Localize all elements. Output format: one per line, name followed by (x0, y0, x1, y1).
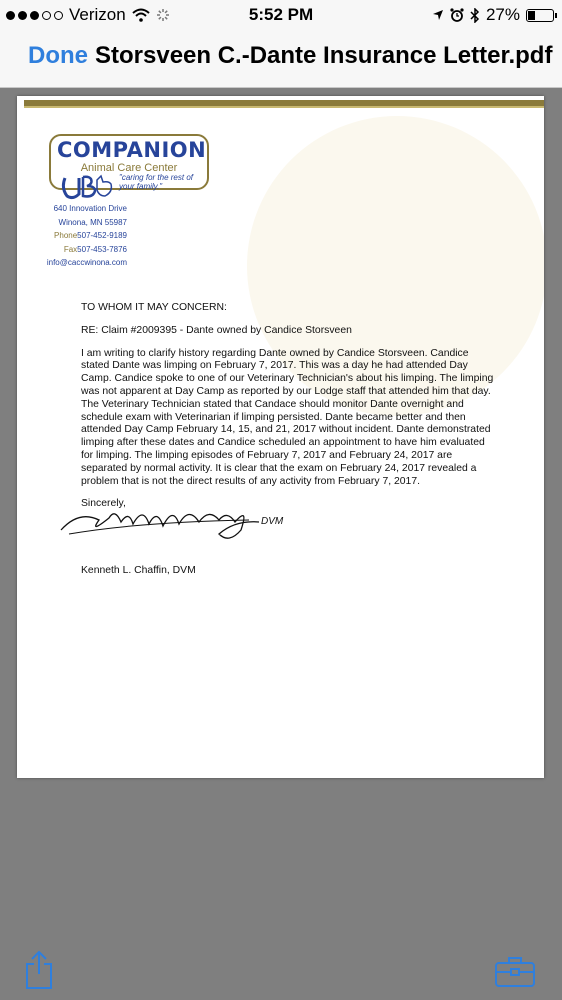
status-time: 5:52 PM (248, 5, 314, 24)
toolbox-icon[interactable] (494, 954, 536, 988)
letter-salutation: TO WHOM IT MAY CONCERN: (81, 302, 227, 313)
status-bar (0, 0, 562, 30)
fax-number: 507-453-7876 (77, 244, 127, 254)
signature-suffix: DVM (261, 516, 284, 527)
document-title: Storsveen C.-Dante Insurance Letter.pdf (95, 42, 553, 69)
navigation-bar (0, 30, 562, 88)
alarm-clock-icon (450, 8, 464, 22)
address-street: 640 Innovation Drive (53, 204, 127, 213)
logo-brand: COMPANION (57, 138, 207, 162)
bluetooth-icon (470, 8, 480, 23)
address-fax (17, 243, 127, 257)
done-button[interactable]: Done (28, 42, 88, 69)
share-icon[interactable] (24, 950, 54, 990)
battery-icon (526, 9, 554, 22)
address-email: info@caccwinona.com (46, 258, 127, 267)
handwritten-signature (59, 500, 289, 546)
carrier-name: Verizon (69, 5, 126, 24)
phone-label: Phone (54, 231, 78, 240)
letter-signer: Kenneth L. Chaffin, DVM (81, 565, 196, 577)
logo-subtitle: Animal Care Center (80, 162, 178, 174)
phone-number: 507-452-9189 (77, 231, 127, 240)
battery-percent: 27% (485, 5, 520, 24)
address-phone (17, 229, 127, 243)
letter-paragraph: I am writing to clarify history regarding Dante owned by Candice Storsveen. Candice stated Dante was limping on February 7, 2017. This was a day he had attended Day Camp. Candice spoke to one of our Veterinary Technician's about his limping. The limping was not apparent at Day Camp as reported by our Lodge staff that attended him that day. The Veterinary Technician stated that Candace should monitor Dante overnight and schedule exam with Veterinarian if limping persisted. Dante became better and then attended Day Camp February 14, 15, and 21, 2017 without incident. Dante demonstrated limping after these dates and Candice scheduled an appointment to have him evaluated for limping. The limping episodes of February 7, 2017 and February 24, 2017 are separated by normal activity. It is clear that the exam on February 24, 2017 revealed a problem that is not the direct results of any activity from February 7, 2017. (81, 347, 494, 487)
letter-re-line: RE: Claim #2009395 - Dante owned by Candice Storsveen (81, 324, 352, 336)
logo-tagline: "caring for the rest of your family." (119, 173, 193, 191)
location-arrow-icon (432, 9, 444, 21)
letter-closing: Sincerely, (81, 498, 126, 510)
status-right (432, 5, 554, 25)
letterhead-bar-thin (24, 106, 544, 108)
fax-label: Fax (63, 244, 78, 254)
pdf-page[interactable] (17, 96, 544, 778)
letterhead-address (17, 202, 127, 270)
address-city: Winona, MN 55987 (58, 217, 127, 227)
